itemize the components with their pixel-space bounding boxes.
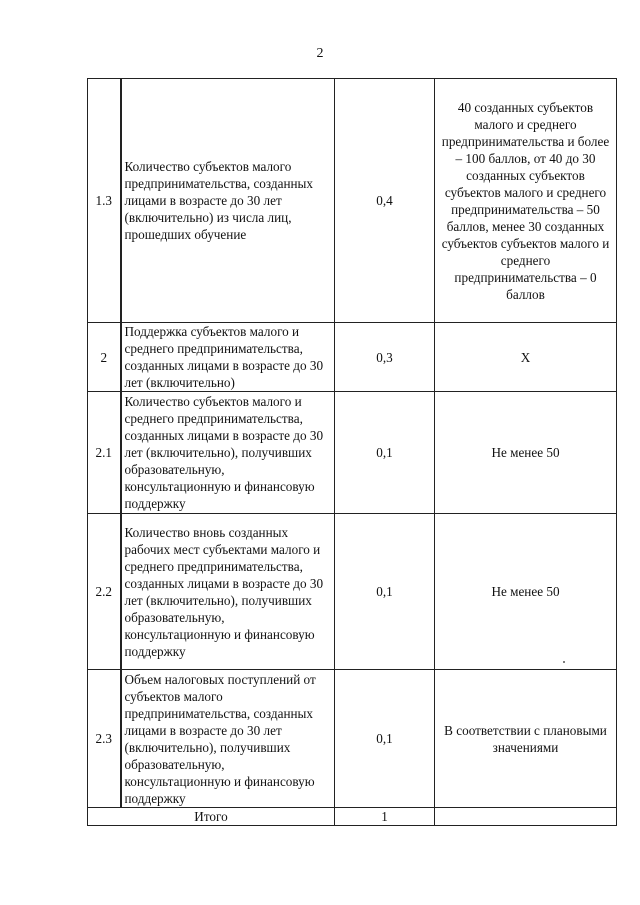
target-value: 40 созданных субъектов малого и среднего предпринимательства и более – 100 баллов, от 40 до 30 созданных субъектов субъектов малого и среднего предпринимательства – 50 баллов, менее 30 созданных субъектов субъектов малого и среднего предпринимательства – 0 баллов [435, 79, 617, 323]
table-row [88, 670, 617, 808]
criteria-table [87, 78, 617, 826]
table-row [88, 514, 617, 670]
target-value: Не менее 50 [435, 392, 617, 514]
row-number: 2.3 [88, 670, 121, 808]
target-value: Не менее 50 [435, 514, 617, 670]
total-label: Итого [88, 808, 335, 826]
table-row [88, 79, 617, 323]
total-row [88, 808, 617, 826]
weight-value: 0,4 [335, 79, 435, 323]
table-row [88, 392, 617, 514]
weight-value: 0,3 [335, 323, 435, 392]
target-value: Х [435, 323, 617, 392]
weight-value: 0,1 [335, 514, 435, 670]
indicator-name: Количество вновь созданных рабочих мест субъектами малого и среднего предпринимательства, созданных лицами в возрасте до 30 лет (включительно), получивших образовательную, консультационную и финансовую поддержку [121, 514, 335, 670]
indicator-name: Количество субъектов малого и среднего предпринимательства, созданных лицами в возрасте до 30 лет (включительно), получивших образовательную, консультационную и финансовую поддержку [121, 392, 335, 514]
row-number: 2.2 [88, 514, 121, 670]
total-value [435, 808, 617, 826]
total-weight: 1 [335, 808, 435, 826]
page-number: 2 [316, 46, 324, 61]
row-number: 2.1 [88, 392, 121, 514]
weight-value: 0,1 [335, 670, 435, 808]
target-value: В соответствии с плановыми значениями [435, 670, 617, 808]
row-number: 2 [88, 323, 121, 392]
row-number: 1.3 [88, 79, 121, 323]
table-row [88, 323, 617, 392]
scan-speck [563, 661, 565, 663]
indicator-name: Объем налоговых поступлений от субъектов малого предпринимательства, созданных лицами в возрасте до 30 лет (включительно), получивших образовательную, консультационную и финансовую поддержку [121, 670, 335, 808]
indicator-name: Поддержка субъектов малого и среднего предпринимательства, созданных лицами в возрасте до 30 лет (включительно) [121, 323, 335, 392]
indicator-name: Количество субъектов малого предпринимательства, созданных лицами в возрасте до 30 лет (включительно) из числа лиц, прошедших обучение [121, 79, 335, 323]
weight-value: 0,1 [335, 392, 435, 514]
